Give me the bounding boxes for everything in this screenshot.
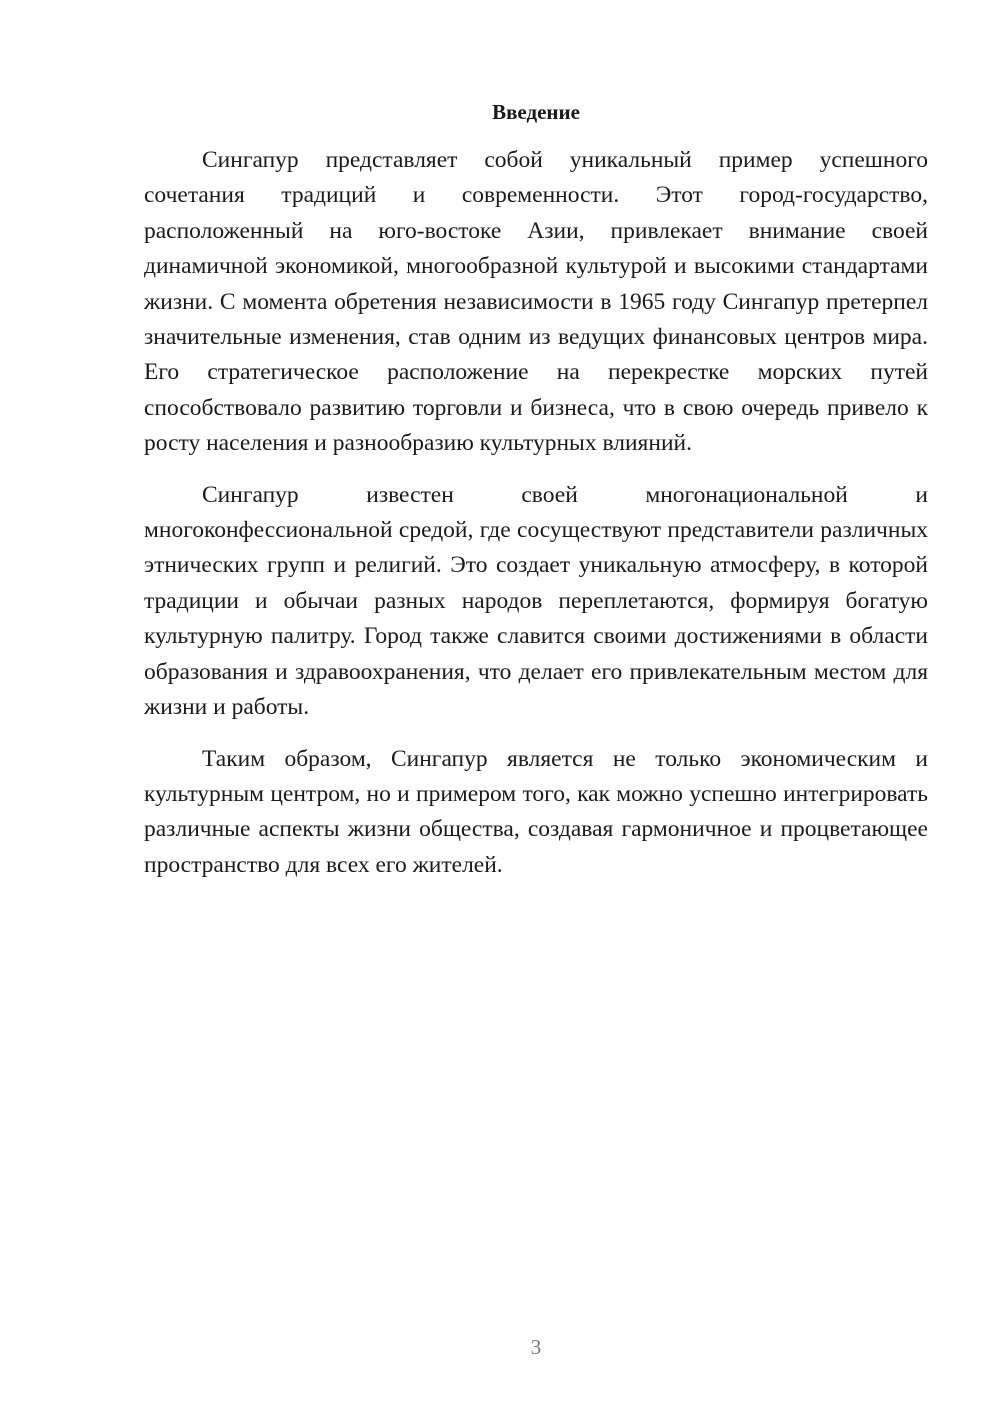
page-title: Введение xyxy=(492,100,580,124)
paragraph-1: Сингапур представляет собой уникальный пример успешного сочетания традиций и современности. Этот город-государство, расположенный на юго-востоке Азии, привлекает внимание своей динамичной экономикой, многообразной культурой и высокими стандартами жизни. С момента обретения независимости в 1965 году Сингапур претерпел значительные изменения, став одним из ведущих финансовых центров мира. Его стратегическое расположение на перекрестке морских путей способствовало развитию торговли и бизнеса, что в свою очередь привело к росту населения и разнообразию культурных влияний. xyxy=(144,147,928,457)
page-number: 3 xyxy=(530,1335,542,1359)
paragraph-3: Таким образом, Сингапур является не только экономическим и культурным центром, но и примером того, как можно успешно интегрировать различные аспекты жизни общества, создавая гармоничное и процветающее пространство для всех его жителей. xyxy=(144,745,928,878)
body-text xyxy=(144,143,928,883)
paragraph-2: Сингапур известен своей многонациональной и многоконфессиональной средой, где сосуществуют представители различных этнических групп и религий. Это создает уникальную атмосферу, в которой традиции и обычаи разных народов переплетаются, формируя богатую культурную палитру. Город также славится своими достижениями в области образования и здравоохранения, что делает его привлекательным местом для жизни и работы. xyxy=(144,481,928,721)
